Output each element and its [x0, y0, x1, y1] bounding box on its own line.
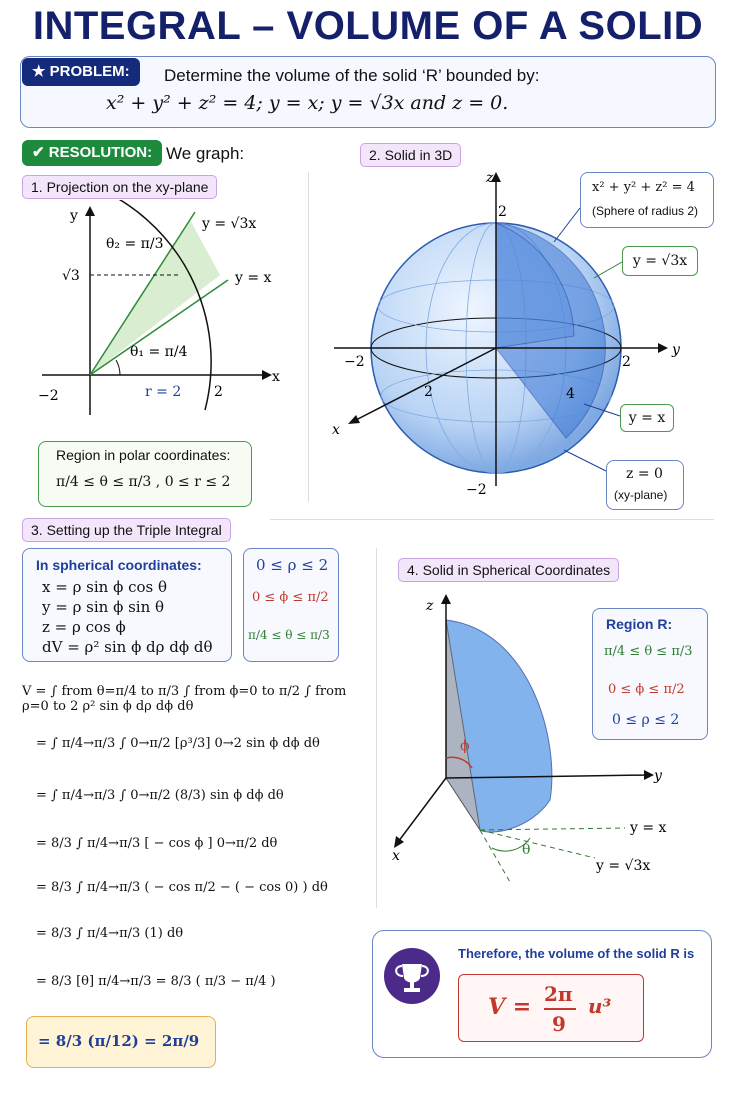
region-phi: 0 ≤ ϕ ≤ π/2 [608, 682, 685, 697]
section2-tag: 2. Solid in 3D [360, 143, 461, 167]
y-axis-3d-arrow [658, 343, 668, 353]
answer-unit: u³ [588, 994, 612, 1018]
section3-tag: 3. Setting up the Triple Integral [22, 518, 231, 542]
answer-fraction-bar [544, 1008, 576, 1010]
page-title: INTEGRAL – VOLUME OF A SOLID [32, 4, 704, 48]
callout-line-sphere [554, 208, 580, 242]
theta1-arc [116, 360, 120, 375]
sph-x-arrow [394, 836, 404, 848]
callout-sphere: x² + y² + z² = 4 [592, 180, 695, 195]
conclusion-text: Therefore, the volume of the solid R is [458, 946, 695, 961]
step-2: = ∫ π/4→π/3 ∫ 0→π/2 [ρ³/3] 0→2 sin ϕ dϕ dθ [36, 736, 320, 751]
sph-y-arrow [644, 770, 654, 780]
callout-zplane: z = 0 [626, 466, 663, 482]
callout-line-zplane [564, 450, 606, 471]
axis-z: z [486, 170, 494, 186]
spherical-z: z = ρ cos ϕ [42, 618, 126, 636]
problem-equation: x² + y² + z² = 4; y = x; y = √3x and z = 0. [106, 92, 509, 114]
sph-theta: θ [522, 842, 531, 858]
x-axis-arrow [262, 370, 272, 380]
y-axis-arrow [85, 206, 95, 216]
label-line1: y = √3x [202, 216, 257, 232]
label-neg2: −2 [38, 388, 59, 404]
label-y: y [70, 208, 78, 224]
resolution-tag: ✔ RESOLUTION: [22, 140, 162, 166]
answer-den: 9 [552, 1012, 566, 1036]
bound-phi: 0 ≤ ϕ ≤ π/2 [252, 590, 329, 605]
step-3: = ∫ π/4→π/3 ∫ 0→π/2 (8/3) sin ϕ dϕ dθ [36, 788, 284, 803]
tick-y2: 2 [622, 354, 631, 370]
region-rho: 0 ≤ ρ ≤ 2 [612, 712, 680, 728]
label-two: 2 [214, 384, 223, 400]
divider-vertical-1 [308, 172, 309, 502]
ray-sqrt3x [480, 830, 595, 858]
tick-four: 4 [566, 386, 575, 402]
callout-plane1: y = √3x [622, 246, 698, 276]
tick-yneg2: −2 [344, 354, 365, 370]
label-theta2: θ₂ = π/3 [106, 236, 164, 252]
bound-theta: π/4 ≤ θ ≤ π/3 [248, 628, 330, 642]
label-sqrt3: √3 [62, 268, 80, 284]
step-5: = 8/3 ∫ π/4→π/3 ( − cos π/2 − ( − cos 0) ) dθ [36, 880, 328, 895]
region-theta: π/4 ≤ θ ≤ π/3 [604, 644, 693, 659]
sph-x-axis [398, 778, 446, 842]
ray-extension [480, 830, 510, 882]
step-6: = 8/3 ∫ π/4→π/3 (1) dθ [36, 926, 184, 941]
step-1: V = ∫ from θ=π/4 to π/3 ∫ from ϕ=0 to π/2 ∫ from ρ=0 to 2 ρ² sin ϕ dρ dϕ dθ [22, 684, 347, 714]
trophy-badge [384, 948, 440, 1004]
label-x: x [272, 369, 280, 385]
divider-horizontal [270, 519, 714, 520]
x-axis-3d-arrow [348, 415, 360, 424]
label-theta1: θ₁ = π/4 [130, 344, 188, 360]
spherical-x: x = ρ sin ϕ cos θ [42, 578, 167, 596]
polar-bounds: π/4 ≤ θ ≤ π/3 , 0 ≤ r ≤ 2 [56, 474, 231, 490]
spherical-dv: dV = ρ² sin ϕ dρ dϕ dθ [42, 638, 213, 656]
divider-vertical-2 [376, 548, 377, 908]
tick-z2: 2 [498, 204, 507, 220]
problem-text: Determine the volume of the solid ‘R’ bounded by: [164, 66, 540, 85]
region-title: Region R: [606, 616, 673, 632]
problem-tag: ★ PROBLEM: [22, 58, 140, 86]
answer-lhs: V = [488, 994, 532, 1020]
step-7: = 8/3 [θ] π/4→π/3 = 8/3 ( π/3 − π/4 ) [36, 974, 276, 989]
sph-axis-x: x [392, 848, 400, 864]
label-line2: y = x [235, 270, 272, 286]
final-result: = 8/3 (π/12) = 2π/9 [38, 1032, 200, 1050]
axis-y: y [672, 342, 680, 358]
callout-plane2: y = x [620, 404, 674, 432]
resolution-text: We graph: [166, 144, 245, 163]
answer-num: 2π [544, 982, 573, 1006]
callout-zplane-sub: (xy-plane) [614, 488, 668, 502]
sph-label-yx: y = x [630, 820, 667, 836]
sph-axis-z: z [426, 598, 434, 614]
bound-rho: 0 ≤ ρ ≤ 2 [256, 556, 329, 574]
spherical-y: y = ρ sin ϕ sin θ [42, 598, 165, 616]
step-4: = 8/3 ∫ π/4→π/3 [ − cos ϕ ] 0→π/2 dθ [36, 836, 278, 851]
section4-tag: 4. Solid in Spherical Coordinates [398, 558, 619, 582]
sph-axis-y: y [654, 768, 662, 784]
label-r: r = 2 [145, 384, 182, 400]
callout-sphere-sub: (Sphere of radius 2) [592, 204, 699, 218]
spherical-title: In spherical coordinates: [36, 557, 202, 573]
trophy-icon [384, 948, 440, 1004]
sph-z-arrow [441, 594, 451, 604]
projection-graph [30, 200, 300, 430]
callout-line-plane1 [594, 262, 622, 278]
sph-phi: ϕ [460, 738, 470, 754]
sph-label-sqrt3x: y = √3x [596, 858, 651, 874]
polar-title: Region in polar coordinates: [56, 447, 231, 463]
tick-zneg2: −2 [466, 482, 487, 498]
axis-x: x [332, 422, 340, 438]
section1-tag: 1. Projection on the xy-plane [22, 175, 217, 199]
tick-x2: 2 [424, 384, 433, 400]
